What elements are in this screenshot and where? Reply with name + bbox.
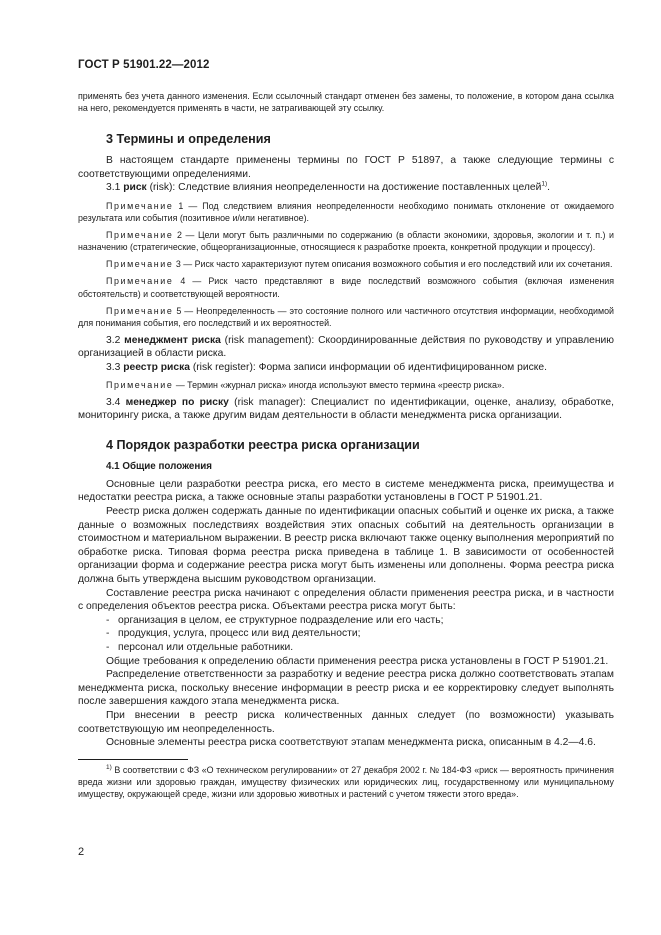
- page-content: [78, 90, 614, 800]
- term-name: менеджер по риску: [125, 396, 229, 408]
- list-dash: -: [106, 614, 110, 626]
- note-text: 5 — Неопределенность — это состояние полного или частичного отсутствия информации, необходимой для понимания события, его последствий и их вероятностей.: [78, 305, 614, 328]
- section-4-paragraph-3: Составление реестра риска начинают с определения области применения реестра риска, и в частности с определения объектов реестра риска. Объектами реестра риска могут быть:: [78, 587, 614, 613]
- list-item: [78, 627, 614, 641]
- footnote-marker: 1): [106, 763, 112, 771]
- term-3-4: [78, 396, 614, 423]
- term-definition: (risk register): Форма записи информации об идентифицированном риске.: [189, 362, 547, 373]
- term-definition: (risk): Следствие влияния неопределенности на достижение поставленных целей: [146, 182, 542, 194]
- list-item-text: персонал или отдельные работники.: [118, 642, 294, 653]
- note-text: 3 — Риск часто характеризуют путем описания возможного события и его последствий или их сочетания.: [173, 259, 613, 270]
- note-text: 1 — Под следствием влияния неопределенности необходимо понимать отклонение от ожидаемого результата или события (позитивное и/или негативное).: [78, 200, 614, 224]
- note-label: Примечание: [106, 200, 174, 211]
- footnote: [78, 764, 614, 800]
- note-1: [78, 200, 614, 224]
- note-3-3: [78, 379, 614, 391]
- page-number: 2: [78, 846, 85, 858]
- list-dash: -: [106, 628, 110, 640]
- note-2: [78, 229, 614, 253]
- term-name: реестр риска: [123, 362, 190, 373]
- note-label: Примечание: [106, 259, 174, 270]
- term-name: менеджмент риска: [124, 334, 221, 346]
- subsection-4-1-heading: 4.1 Общие положения: [106, 460, 213, 472]
- term-3-2: [78, 334, 614, 361]
- section-3-heading: 3 Термины и определения: [106, 132, 271, 147]
- term-definition: (risk management): Скоординированные действия по руководству и управлению организацией в области риска.: [78, 334, 614, 360]
- note-label: Примечание: [106, 276, 174, 287]
- section-4-paragraph-4: Общие требования к определению области применения реестра риска установлены в ГОСТ Р 51901.21.: [106, 655, 609, 667]
- note-text: 2 — Цели могут быть различными по содержанию (в области экономики, здоровья, экологии и т. п.) и назначению (стратегические, общеорганизационные, относящиеся к разработке проекта, конкретной продукции и процессу).: [78, 230, 614, 253]
- term-number: 3.2: [106, 334, 121, 346]
- term-definition: (risk manager): Специалист по идентификации, оценке, анализу, обработке, мониторингу риска, а также другим видам деятельности в области менеджмента риска организации.: [78, 396, 614, 422]
- footnote-separator: [78, 759, 188, 760]
- list-item-text: продукция, услуга, процесс или вид деятельности;: [118, 628, 361, 640]
- section-4-heading: 4 Порядок разработки реестра риска организации: [106, 437, 420, 452]
- list-item: [78, 641, 614, 655]
- term-name: риск: [123, 182, 147, 194]
- intro-paragraph: применять без учета данного изменения. Если ссылочный стандарт отменен без замены, то положение, в котором дана ссылка на него, рекомендуется применять в части, не затрагивающей эту ссылку.: [78, 91, 614, 114]
- list-item-text: организация в целом, ее структурное подразделение или его часть;: [118, 614, 444, 626]
- note-text: — Термин «журнал риска» иногда используют вместо термина «реестр риска».: [173, 379, 505, 390]
- footnote-ref: 1): [541, 180, 548, 188]
- term-number: 3.1: [106, 182, 121, 194]
- note-5: [78, 305, 614, 329]
- section-4-paragraph-7: Основные элементы реестра риска соответствуют этапам менеджмента риска, описанным в 4.2—4.6.: [106, 737, 596, 749]
- section-4-paragraph-2: Реестр риска должен содержать данные по идентификации опасных событий и оценке их риска, а также данные о возможных последствиях воздействия этих опасных событий на деятельность организации в стоимостном и материальном выражении. В реестр риска включают также оценку выполнения мероприятий по обработке риска. Типовая форма реестра риска приведена в таблице 1. В зависимости от особенностей организации форма и содержание реестра риска могут быть изменены или дополнены. Форма реестра риска должна быть утверждена высшим руководством организации.: [78, 506, 614, 586]
- list-dash: -: [106, 642, 110, 653]
- term-number: 3.3: [106, 362, 121, 373]
- list-item: [78, 614, 614, 628]
- object-list: [78, 614, 614, 655]
- term-3-1: [78, 181, 614, 195]
- note-3: [78, 258, 614, 270]
- note-label: Примечание: [106, 230, 174, 241]
- section-3-intro: В настоящем стандарте применены термины по ГОСТ Р 51897, а также следующие термины с соответствующими определениями.: [78, 155, 614, 180]
- note-text: 4 — Риск часто представляют в виде последствий возможного события (включая изменения обстоятельств) и соответствующей вероятности.: [78, 276, 614, 299]
- section-4-paragraph-5: Распределение ответственности за разработку и ведение реестра риска должно соответствовать этапам менеджмента риска, поскольку внесение информации в реестр риска и ее корректировку следует выполнять после завершения каждого этапа менеджмента риска.: [78, 669, 614, 708]
- note-label: Примечание: [106, 379, 174, 390]
- term-3-3: [78, 361, 614, 375]
- footnote-text: В соответствии с ФЗ «О техническом регулировании» от 27 декабря 2002 г. № 184-ФЗ «риск — вероятность причинения вреда жизни или здоровью граждан, имуществу физических или юридических лиц, государственному или муниципальному имуществу, окружающей среде, жизни или здоровью животных и растений с учетом тяжести этого вреда».: [78, 764, 614, 799]
- note-4: [78, 275, 614, 299]
- section-4-paragraph-1: Основные цели разработки реестра риска, его место в системе менеджмента риска, преимущества и недостатки реестра риска, а также основные этапы разработки установлены в ГОСТ Р 51901.21.: [78, 478, 614, 504]
- term-end: .: [547, 182, 550, 194]
- term-number: 3.4: [106, 396, 121, 408]
- section-4-paragraph-6: При внесении в реестр риска количественных данных следует (по возможности) указывать соответствующую им неопределенность.: [78, 709, 614, 735]
- document-id-header: ГОСТ Р 51901.22—2012: [78, 59, 210, 71]
- note-label: Примечание: [106, 305, 174, 316]
